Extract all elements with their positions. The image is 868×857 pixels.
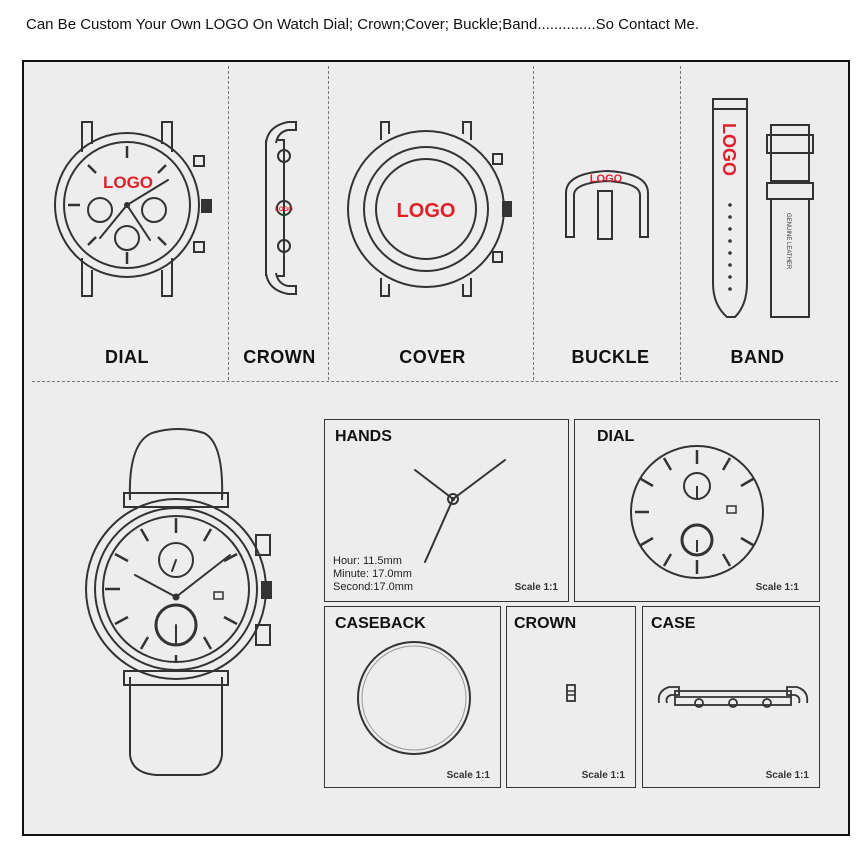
divider	[32, 381, 838, 382]
label-dial: DIAL	[105, 347, 149, 367]
divider	[680, 66, 681, 380]
caseback-panel	[324, 606, 501, 788]
divider	[328, 66, 329, 380]
band-logo-text: LOGO	[719, 123, 739, 176]
full-watch-illustration	[80, 425, 280, 800]
case-title: CASE	[651, 615, 696, 632]
hands-spec	[333, 555, 413, 594]
label-buckle: BUCKLE	[571, 347, 650, 367]
label-band: BAND	[730, 347, 785, 367]
spec-second: Second:17.0mm	[333, 581, 414, 593]
case-panel	[642, 606, 820, 788]
dial-face-illustration	[627, 442, 767, 582]
case-side-illustration	[655, 681, 811, 713]
hands-panel	[324, 419, 569, 602]
cover-logo-text: LOGO	[396, 200, 456, 222]
dial-scale: Scale 1:1	[755, 582, 799, 593]
spec-minute: Minute: 17.0mm	[333, 568, 412, 580]
crown-scale: Scale 1:1	[581, 770, 625, 781]
divider	[533, 66, 534, 380]
caseback-title: CASEBACK	[335, 615, 426, 632]
page-heading: Can Be Custom Your Own LOGO On Watch Dial; Crown;Cover; Buckle;Band..............So Contact Me.	[26, 16, 700, 33]
caseback-scale: Scale 1:1	[446, 770, 490, 781]
label-cover: COVER	[399, 347, 466, 367]
crown-panel-title: CROWN	[514, 615, 577, 632]
cover-illustration	[345, 118, 520, 303]
case-scale: Scale 1:1	[765, 770, 809, 781]
hands-title: HANDS	[335, 428, 392, 445]
divider	[228, 66, 229, 380]
hands-illustration	[405, 450, 515, 565]
label-crown: CROWN	[243, 347, 316, 367]
crown-panel	[506, 606, 636, 788]
band-illustration	[705, 95, 835, 325]
dial-logo-text: LOGO	[102, 173, 154, 192]
crown-scale-illustration	[565, 683, 579, 703]
crown-side-illustration	[258, 118, 308, 298]
band-stamp-text: GENUINE LEATHER	[785, 213, 791, 270]
dial-panel	[574, 419, 820, 602]
buckle-illustration	[560, 165, 655, 245]
crown-logo-text: LOGO	[275, 207, 293, 213]
caseback-illustration	[355, 639, 473, 757]
dial-panel-title: DIAL	[597, 428, 635, 445]
spec-hour: Hour: 11.5mm	[333, 555, 402, 567]
buckle-logo-text: LOGO	[589, 173, 623, 185]
hands-scale: Scale 1:1	[514, 582, 558, 593]
dial-watch-illustration	[40, 110, 220, 310]
